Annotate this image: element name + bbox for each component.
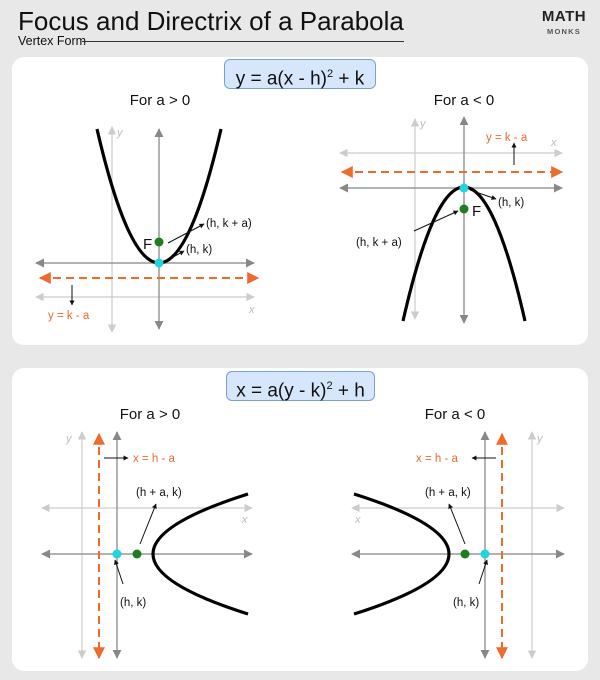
y-axis-label-bottom-left: y: [66, 433, 72, 445]
y-axis-label-bottom-right: y: [537, 433, 543, 445]
equation-text: x = a(y - k): [236, 380, 327, 402]
vertical-parabola-panel: [12, 57, 588, 345]
logo-main-text: MATH: [541, 8, 587, 25]
caption-top-left: For a > 0: [129, 92, 191, 109]
vertical-parabolas-diagram: [12, 57, 588, 345]
vertex-point-bottom-right: [481, 550, 490, 559]
focus-point-bottom-left: [133, 550, 142, 559]
vertex-point-top-left: [155, 259, 164, 268]
focus-pointer-bottom-right: [449, 504, 465, 544]
y-axis-label-top-left: y: [117, 127, 123, 139]
focus-letter-top-right: F: [472, 203, 482, 220]
brand-logo: [536, 8, 592, 44]
focus-label-top-right: (h, k + a): [356, 237, 402, 249]
equation-tail: + h: [332, 380, 365, 402]
caption-bottom-left: For a > 0: [119, 406, 181, 423]
horizontal-parabola-panel: [12, 368, 588, 671]
vertex-label-bottom-right: (h, k): [453, 597, 480, 609]
caption-top-right: For a < 0: [433, 92, 495, 109]
vertex-label-bottom-left: (h, k): [120, 597, 147, 609]
focus-letter-top-left: F: [143, 236, 153, 253]
equation-exponent: 2: [327, 68, 334, 80]
directrix-label-top-right: y = k - a: [486, 132, 528, 144]
y-axis-label-top-right: y: [420, 118, 426, 130]
equation-exponent: 2: [326, 380, 333, 392]
x-axis-label-top-left: x: [249, 304, 255, 316]
equation-tail: + k: [333, 68, 365, 90]
page-title: Focus and Directrix of a Parabola: [18, 6, 404, 36]
focus-label-bottom-left: (h + a, k): [136, 487, 182, 499]
page-subtitle: Vertex Form: [18, 34, 87, 48]
vertex-point-bottom-left: [113, 550, 122, 559]
vertex-pointer-bottom-right: [479, 560, 487, 584]
vertex-point-top-right: [460, 184, 469, 193]
x-axis-label-bottom-left: x: [242, 514, 248, 526]
directrix-label-top-left: y = k - a: [48, 310, 90, 322]
x-axis-label-top-right: x: [551, 137, 557, 149]
focus-pointer-bottom-left: [140, 504, 156, 544]
focus-label-top-left: (h, k + a): [206, 218, 252, 230]
vertex-pointer-bottom-left: [115, 560, 123, 584]
equation-text: y = a(x - h): [235, 68, 328, 90]
caption-bottom-right: For a < 0: [424, 406, 486, 423]
header: [0, 0, 600, 50]
vertex-label-top-left: (h, k): [186, 244, 213, 256]
horizontal-parabolas-diagram: [12, 368, 588, 671]
focus-label-bottom-right: (h + a, k): [425, 487, 471, 499]
x-axis-label-bottom-right: x: [355, 514, 361, 526]
focus-point-top-left: [155, 238, 164, 247]
vertex-label-top-right: (h, k): [498, 197, 525, 209]
directrix-label-bottom-left: x = h - a: [133, 453, 175, 465]
focus-point-top-right: [460, 205, 469, 214]
focus-point-bottom-right: [461, 550, 470, 559]
logo-sub-text: MONKS: [547, 27, 581, 36]
directrix-label-bottom-right: x = h - a: [416, 453, 458, 465]
subtitle-rule: [82, 41, 404, 42]
